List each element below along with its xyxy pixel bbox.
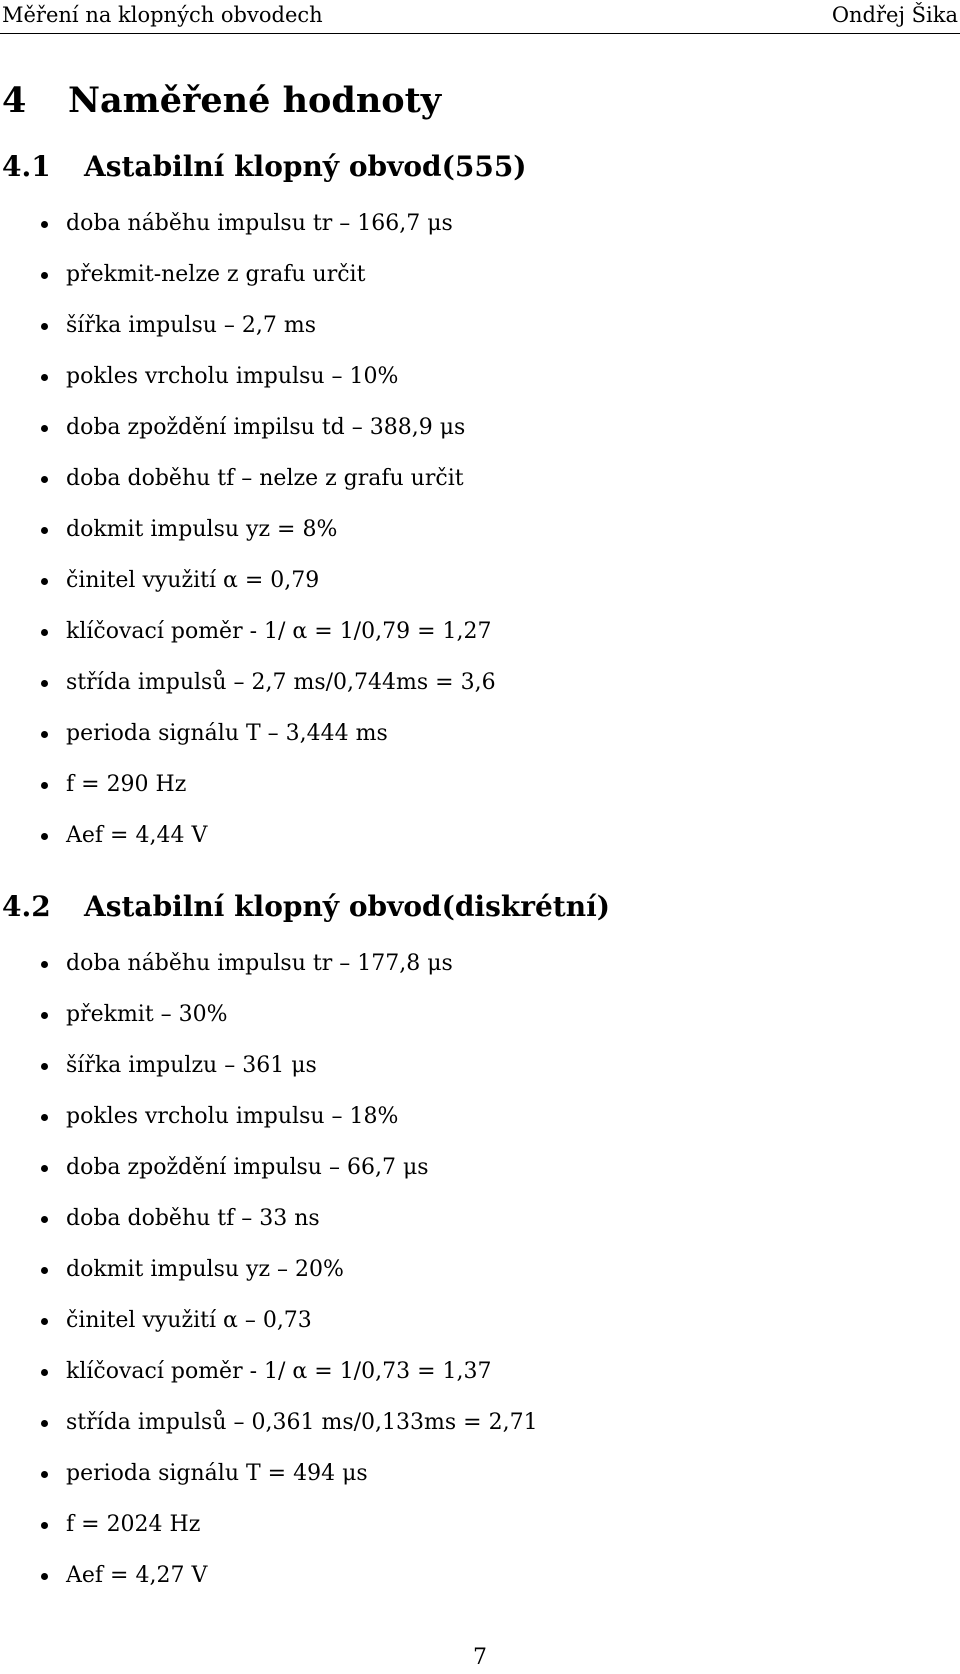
list-item (0, 1360, 538, 1411)
bullet-icon (41, 629, 48, 636)
subsection-title: Astabilní klopný obvod(555) (84, 150, 527, 183)
list-item (0, 824, 496, 875)
header-document-title: Měření na klopných obvodech (2, 3, 323, 27)
list-item-text: klíčovací poměr - 1/ α = 1/0,79 = 1,27 (66, 619, 492, 644)
bullet-icon (41, 1318, 48, 1325)
list-item-text: klíčovací poměr - 1/ α = 1/0,73 = 1,37 (66, 1359, 492, 1384)
list-item (0, 1105, 538, 1156)
list-item-text: f = 2024 Hz (66, 1512, 201, 1537)
bullet-icon (41, 782, 48, 789)
list-item-text: střída impulsů – 2,7 ms/0,744ms = 3,6 (66, 670, 496, 695)
list-item-text: Aef = 4,44 V (66, 823, 208, 848)
bullet-icon (41, 1267, 48, 1274)
subsection-number: 4.1 (2, 150, 51, 183)
list-item (0, 952, 538, 1003)
section-number: 4 (2, 80, 27, 121)
subsection-title: Astabilní klopný obvod(diskrétní) (84, 890, 610, 923)
list-item (0, 365, 496, 416)
list-item-text: šířka impulzu – 361 μs (66, 1053, 317, 1078)
bullet-icon (41, 1114, 48, 1121)
bullet-icon (41, 1471, 48, 1478)
bullet-icon (41, 1420, 48, 1427)
list-item-text: doba zpoždění impulsu – 66,7 μs (66, 1155, 429, 1180)
subsection-heading-discrete (2, 890, 610, 923)
list-item (0, 773, 496, 824)
list-item-text: doba doběhu tf – 33 ns (66, 1206, 320, 1231)
header-author: Ondřej Šika (831, 3, 958, 27)
bullet-icon (41, 833, 48, 840)
bullet-icon (41, 476, 48, 483)
running-header (0, 0, 960, 34)
list-item-text: činitel využití α – 0,73 (66, 1308, 312, 1333)
subsection-number: 4.2 (2, 890, 51, 923)
list-item (0, 1564, 538, 1615)
list-item (0, 722, 496, 773)
list-item (0, 1513, 538, 1564)
measurement-list-discrete (0, 952, 538, 1615)
list-item (0, 467, 496, 518)
section-title: Naměřené hodnoty (68, 80, 442, 121)
list-item (0, 212, 496, 263)
list-item-text: střída impulsů – 0,361 ms/0,133ms = 2,71 (66, 1410, 538, 1435)
section-heading (2, 80, 441, 121)
list-item-text: perioda signálu T – 3,444 ms (66, 721, 388, 746)
list-item (0, 263, 496, 314)
bullet-icon (41, 680, 48, 687)
list-item (0, 1411, 538, 1462)
list-item-text: doba náběhu impulsu tr – 166,7 μs (66, 211, 453, 236)
list-item (0, 1054, 538, 1105)
bullet-icon (41, 425, 48, 432)
list-item-text: f = 290 Hz (66, 772, 187, 797)
list-item-text: pokles vrcholu impulsu – 10% (66, 364, 399, 389)
bullet-icon (41, 272, 48, 279)
bullet-icon (41, 1063, 48, 1070)
list-item-text: doba zpoždění impilsu td – 388,9 μs (66, 415, 466, 440)
list-item-text: Aef = 4,27 V (66, 1563, 208, 1588)
bullet-icon (41, 1216, 48, 1223)
list-item (0, 1207, 538, 1258)
list-item-text: dokmit impulsu yz – 20% (66, 1257, 344, 1282)
list-item (0, 671, 496, 722)
bullet-icon (41, 221, 48, 228)
list-item-text: činitel využití α = 0,79 (66, 568, 320, 593)
list-item-text: dokmit impulsu yz = 8% (66, 517, 338, 542)
list-item (0, 1258, 538, 1309)
list-item (0, 416, 496, 467)
bullet-icon (41, 1165, 48, 1172)
list-item-text: překmit – 30% (66, 1002, 228, 1027)
bullet-icon (41, 1012, 48, 1019)
list-item-text: doba náběhu impulsu tr – 177,8 μs (66, 951, 453, 976)
list-item (0, 314, 496, 365)
bullet-icon (41, 1573, 48, 1580)
list-item-text: šířka impulsu – 2,7 ms (66, 313, 317, 338)
subsection-heading-555 (2, 150, 527, 183)
bullet-icon (41, 961, 48, 968)
list-item (0, 1003, 538, 1054)
list-item (0, 1156, 538, 1207)
list-item (0, 620, 496, 671)
list-item-text: perioda signálu T = 494 μs (66, 1461, 368, 1486)
list-item-text: doba doběhu tf – nelze z grafu určit (66, 466, 464, 491)
bullet-icon (41, 1369, 48, 1376)
list-item-text: pokles vrcholu impulsu – 18% (66, 1104, 399, 1129)
bullet-icon (41, 323, 48, 330)
list-item (0, 1309, 538, 1360)
bullet-icon (41, 731, 48, 738)
bullet-icon (41, 527, 48, 534)
page-number: 7 (473, 1645, 487, 1670)
bullet-icon (41, 1522, 48, 1529)
bullet-icon (41, 374, 48, 381)
list-item (0, 569, 496, 620)
list-item (0, 518, 496, 569)
bullet-icon (41, 578, 48, 585)
list-item (0, 1462, 538, 1513)
list-item-text: překmit-nelze z grafu určit (66, 262, 366, 287)
measurement-list-555 (0, 212, 496, 875)
